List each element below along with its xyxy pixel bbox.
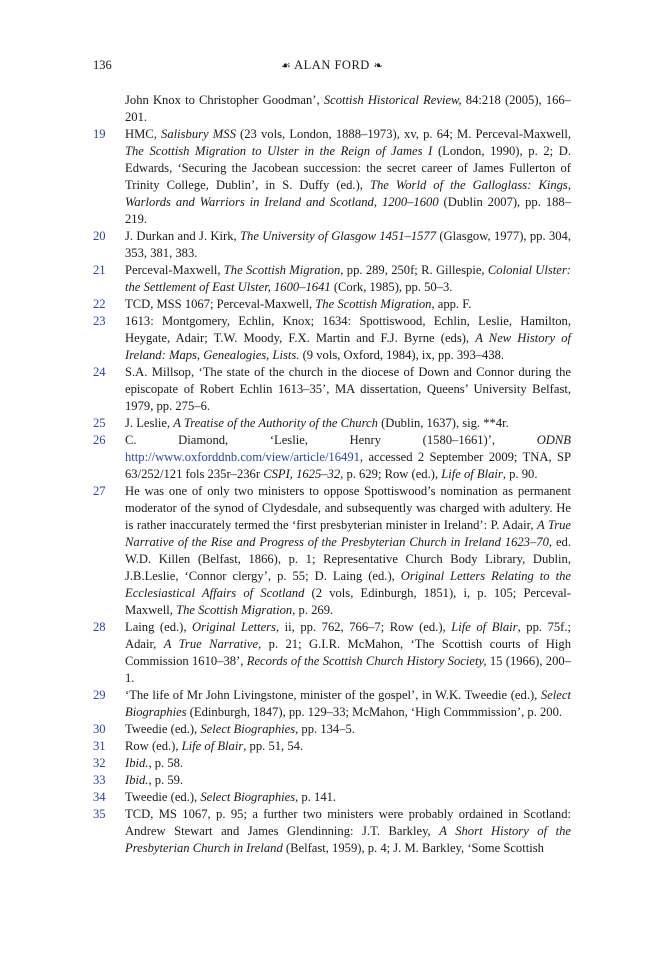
endnote-number[interactable]: 23 [93, 314, 106, 328]
endnote-text: Ibid., p. 58. [125, 756, 184, 770]
endnote-text: John Knox to Christopher Goodman’, Scottish Historical Review, 84:218 (2005), 166–201. [125, 93, 572, 124]
endnote-22 [93, 296, 571, 313]
endnote-text: Laing (ed.), Original Letters, ii, pp. 762, 766–7; Row (ed.), Life of Blair, pp. 75f.; Adair, A True Narrative, p. 21; G.I.R. McMahon, ‘The Scottish courts of High Commission 1610–38’, Records of the Scottish Church History Society, 15 (1966), 200–1. [125, 620, 572, 685]
endnote-number[interactable]: 26 [93, 433, 106, 447]
endnote-text: ‘The life of Mr John Livingstone, minister of the gospel’, in W.K. Tweedie (ed.), Select Biographies (Edinburgh, 1847), pp. 129–33; McMahon, ‘High Commmission’, p. 200. [125, 688, 571, 719]
endnote-text: Tweedie (ed.), Select Biographies, pp. 134–5. [125, 722, 355, 736]
endnote-number[interactable]: 25 [93, 416, 106, 430]
endnote-number[interactable]: 34 [93, 790, 106, 804]
endnote-number[interactable]: 35 [93, 807, 106, 821]
endnote-text: Tweedie (ed.), Select Biographies, p. 141. [125, 790, 337, 804]
endnote-32 [93, 755, 571, 772]
endnote-number[interactable]: 19 [93, 127, 106, 141]
endnote-number[interactable] [93, 92, 125, 126]
endnote-text: Row (ed.), Life of Blair, pp. 51, 54. [125, 739, 304, 753]
endnote-27 [93, 483, 571, 619]
endnote-21 [93, 262, 571, 296]
endnote-number[interactable]: 30 [93, 722, 106, 736]
right-ornament-icon: ❧ [373, 60, 384, 72]
endnote-number[interactable]: 27 [93, 484, 106, 498]
endnote-text: J. Durkan and J. Kirk, The University of Glasgow 1451–1577 (Glasgow, 1977), pp. 304, 353, 381, 383. [125, 229, 572, 260]
endnote-number[interactable]: 29 [93, 688, 106, 702]
running-head [93, 58, 571, 73]
endnote-30 [93, 721, 571, 738]
author-name: ALAN FORD [294, 58, 370, 72]
endnote-text: TCD, MSS 1067; Perceval-Maxwell, The Scottish Migration, app. F. [125, 297, 472, 311]
odnb-link[interactable]: http://www.oxforddnb.com/view/article/16491 [125, 450, 360, 464]
endnote-text: Perceval-Maxwell, The Scottish Migration, pp. 289, 250f; R. Gillespie, Colonial Ulster: the Settlement of East Ulster, 1600–1641 (Cork, 1985), pp. 50–3. [125, 263, 571, 294]
endnote-text: 1613: Montgomery, Echlin, Knox; 1634: Spottiswood, Echlin, Leslie, Hamilton, Heygate, Adair; T.W. Moody, F.X. Martin and F.J. Byrne (eds), A New History of Ireland: Maps, Genealogies, Lists. (9 vols, Oxford, 1984), ix, pp. 393–438. [125, 314, 571, 362]
endnote-number[interactable]: 28 [93, 620, 106, 634]
endnote-25 [93, 415, 571, 432]
endnote-text: HMC, Salisbury MSS (23 vols, London, 1888–1973), xv, p. 64; M. Perceval-Maxwell, The Scottish Migration to Ulster in the Reign of James I (London, 1990), p. 2; D. Edwards, ‘Securing the Jacobean succession: the secret career of James Fullerton of Trinity College, Dublin’, in S. Duffy (ed.), The World of the Galloglass: Kings, Warlords and Warriors in Ireland and Scotland, 1200–1600 (Dublin 2007), pp. 188–219. [125, 127, 572, 226]
endnote-text: He was one of only two ministers to oppose Spottiswood’s nomination as permanent moderator of the synod of Clydesdale, and subsequently was charged with adultery. He is rather inaccurately termed the ‘first presbyterian minister in Ireland’: P. Adair, A True Narrative of the Rise and Progress of the Presbyterian Church in Ireland 1623–70, ed. W.D. Killen (Belfast, 1866), p. 1; Representative Church Body Library, Dublin, J.B.Leslie, ‘Connor clergy’, p. 55; D. Laing (ed.), Original Letters Relating to the Ecclesiastical Affairs of Scotland (2 vols, Edinburgh, 1851), i, p. 105; Perceval-Maxwell, The Scottish Migration, p. 269. [125, 484, 571, 617]
endnote-number[interactable]: 24 [93, 365, 106, 379]
endnote-number[interactable]: 32 [93, 756, 106, 770]
endnote-28 [93, 619, 571, 687]
endnote-35 [93, 806, 571, 857]
endnote-number[interactable]: 20 [93, 229, 106, 243]
endnote-text: Ibid., p. 59. [125, 773, 184, 787]
endnote-text: C. Diamond, ‘Leslie, Henry (1580–1661)’, ODNB http://www.oxforddnb.com/view/article/16491, accessed 2 September 2009; TNA, SP 63/252/121 fols 235r–236r CSPI, 1625–32, p. 629; Row (ed.), Life of Blair, p. 90. [125, 433, 571, 481]
endnote-34 [93, 789, 571, 806]
endnote-text: S.A. Millsop, ‘The state of the church in the diocese of Down and Connor during the episcopate of Robert Echlin 1613–35’, MA dissertation, Queens’ University Belfast, 1979, pp. 275–6. [125, 365, 571, 413]
endnote-text: J. Leslie, A Treatise of the Authority of the Church (Dublin, 1637), sig. **4r. [125, 416, 509, 430]
endnote-number[interactable]: 33 [93, 773, 106, 787]
endnotes-list [93, 92, 571, 857]
page-number: 136 [93, 58, 112, 72]
endnote-23 [93, 313, 571, 364]
endnote-24 [93, 364, 571, 415]
endnote-20 [93, 228, 571, 262]
endnote-31 [93, 738, 571, 755]
endnote-29 [93, 687, 571, 721]
endnote-continued [93, 92, 571, 126]
endnote-19 [93, 126, 571, 228]
endnote-26 [93, 432, 571, 483]
left-ornament-icon: ☙ [280, 60, 292, 72]
endnote-text: TCD, MS 1067, p. 95; a further two ministers were probably ordained in Scotland: Andrew Stewart and James Glendinning: J.T. Barkley, A Short History of the Presbyterian Church in Ireland (Belfast, 1959), p. 4; J. M. Barkley, ‘Some Scottish [125, 807, 571, 855]
endnote-33 [93, 772, 571, 789]
endnote-number[interactable]: 22 [93, 297, 106, 311]
page-header [93, 58, 571, 76]
endnote-number[interactable]: 21 [93, 263, 106, 277]
endnote-number[interactable]: 31 [93, 739, 106, 753]
